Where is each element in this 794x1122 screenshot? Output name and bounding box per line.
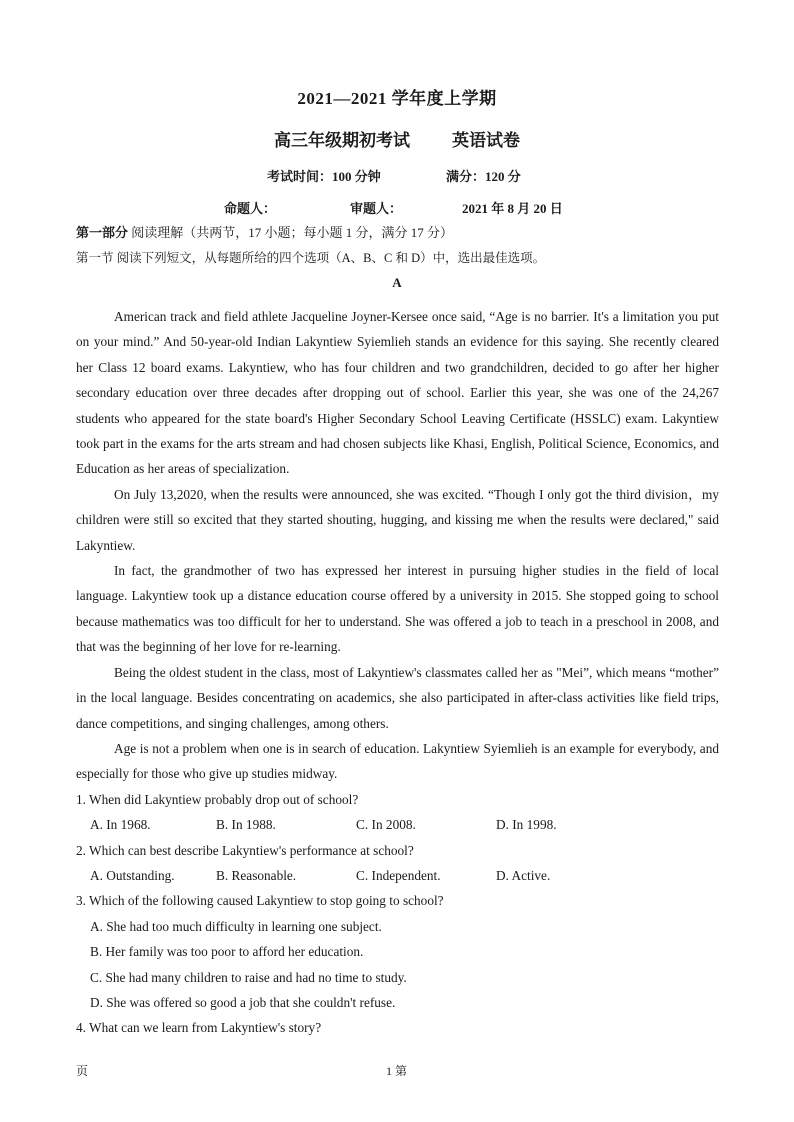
reviewer-label: 审题人： [350, 201, 403, 216]
question-options [76, 812, 719, 837]
passage-paragraph: Being the oldest student in the class, most of Lakyntiew's classmates called her as "Mei”, which means “mother” in the local language. Besides concentrating on academics, she also participated in after-class activities like field trips, dance competitions, and singing challenges, among others. [76, 664, 719, 731]
section-instructions: 第一节 阅读下列短文，从每题所给的四个选项（A、B、C 和 D）中，选出最佳选项。 [76, 251, 546, 265]
option-b: B. Her family was too poor to afford her education. [90, 944, 364, 960]
part-description: 阅读理解（共两节，17 小题；每小题 1 分，满分 17 分） [128, 225, 454, 240]
exam-time: 考试时间：100 分钟 [267, 169, 381, 184]
option-b: B. Reasonable. [216, 867, 297, 883]
question-options [76, 863, 719, 888]
setter-label: 命题人： [224, 201, 277, 216]
passage-label: A [392, 275, 402, 290]
option-d: D. She was offered so good a job that she couldn't refuse. [90, 994, 396, 1010]
question-stem: 1. When did Lakyntiew probably drop out of school? [76, 791, 359, 807]
full-score: 满分：120 分 [446, 169, 521, 184]
part-heading [76, 222, 453, 241]
exam-subtitle [0, 126, 794, 151]
exam-title: 2021—2021 学年度上学期 [297, 89, 497, 108]
option-d: D. Active. [496, 867, 551, 883]
option-a: A. She had too much difficulty in learning one subject. [90, 918, 382, 934]
option-d: D. In 1998. [496, 817, 557, 833]
option-a: A. Outstanding. [90, 867, 175, 883]
passage-paragraph: On July 13,2020, when the results were announced, she was excited. “Though I only got the third division，my children were still so excited that they started shouting, hugging, and kissing me when the results were declared," said Lakyntiew. [76, 486, 719, 553]
grade-exam-label: 高三年级期初考试 [274, 131, 410, 150]
passage-paragraph: American track and field athlete Jacqueline Joyner-Kersee once said, “Age is no barrier. It's a limitation you put on your mind.” And 50-year-old Indian Lakyntiew Syiemlieh stands an evidence for this saying. She recently cleared her Class 12 board exams. Lakyntiew, who has four children and two grandchildren, decided to go after her higher secondary education over three decades after dropping out of school. Earlier this year, she was one of the 24,267 students who appeared for the state board's Higher Secondary School Leaving Certificate (HSSLC) exam. Lakyntiew took part in the exams for the arts stream and had chosen subjects like Khasi, English, Political Science, Economics, and Education as her areas of specialization. [76, 309, 719, 477]
option-b: B. In 1988. [216, 817, 276, 833]
footer-page-number: 1 第 [386, 1064, 408, 1078]
subject-label: 英语试卷 [452, 131, 520, 150]
passage-body [76, 304, 719, 1041]
question-stem: 3. Which of the following caused Lakyntiew to stop going to school? [76, 893, 444, 909]
question-stem: 4. What can we learn from Lakyntiew's story? [76, 1020, 322, 1036]
exam-date: 2021 年 8 月 20 日 [462, 201, 563, 216]
passage-paragraph: Age is not a problem when one is in search of education. Lakyntiew Syiemlieh is an example for everybody, and especially for those who give up studies midway. [76, 740, 719, 782]
option-c: C. Independent. [356, 867, 441, 883]
part-label: 第一部分 [76, 225, 129, 240]
option-a: A. In 1968. [90, 817, 151, 833]
question-stem: 2. Which can best describe Lakyntiew's performance at school? [76, 842, 414, 858]
option-c: C. She had many children to raise and had no time to study. [90, 969, 407, 985]
footer-page-label: 页 [76, 1064, 89, 1078]
passage-paragraph: In fact, the grandmother of two has expressed her interest in pursuing higher studies in the field of local language. Lakyntiew took up a distance education course offered by a university in 2015. She stopped going to school because mathematics was too difficult for her to understand. She was offered a job to teach in a preschool in 2008, and that was the beginning of her love for re-learning. [76, 563, 719, 655]
option-c: C. In 2008. [356, 817, 416, 833]
